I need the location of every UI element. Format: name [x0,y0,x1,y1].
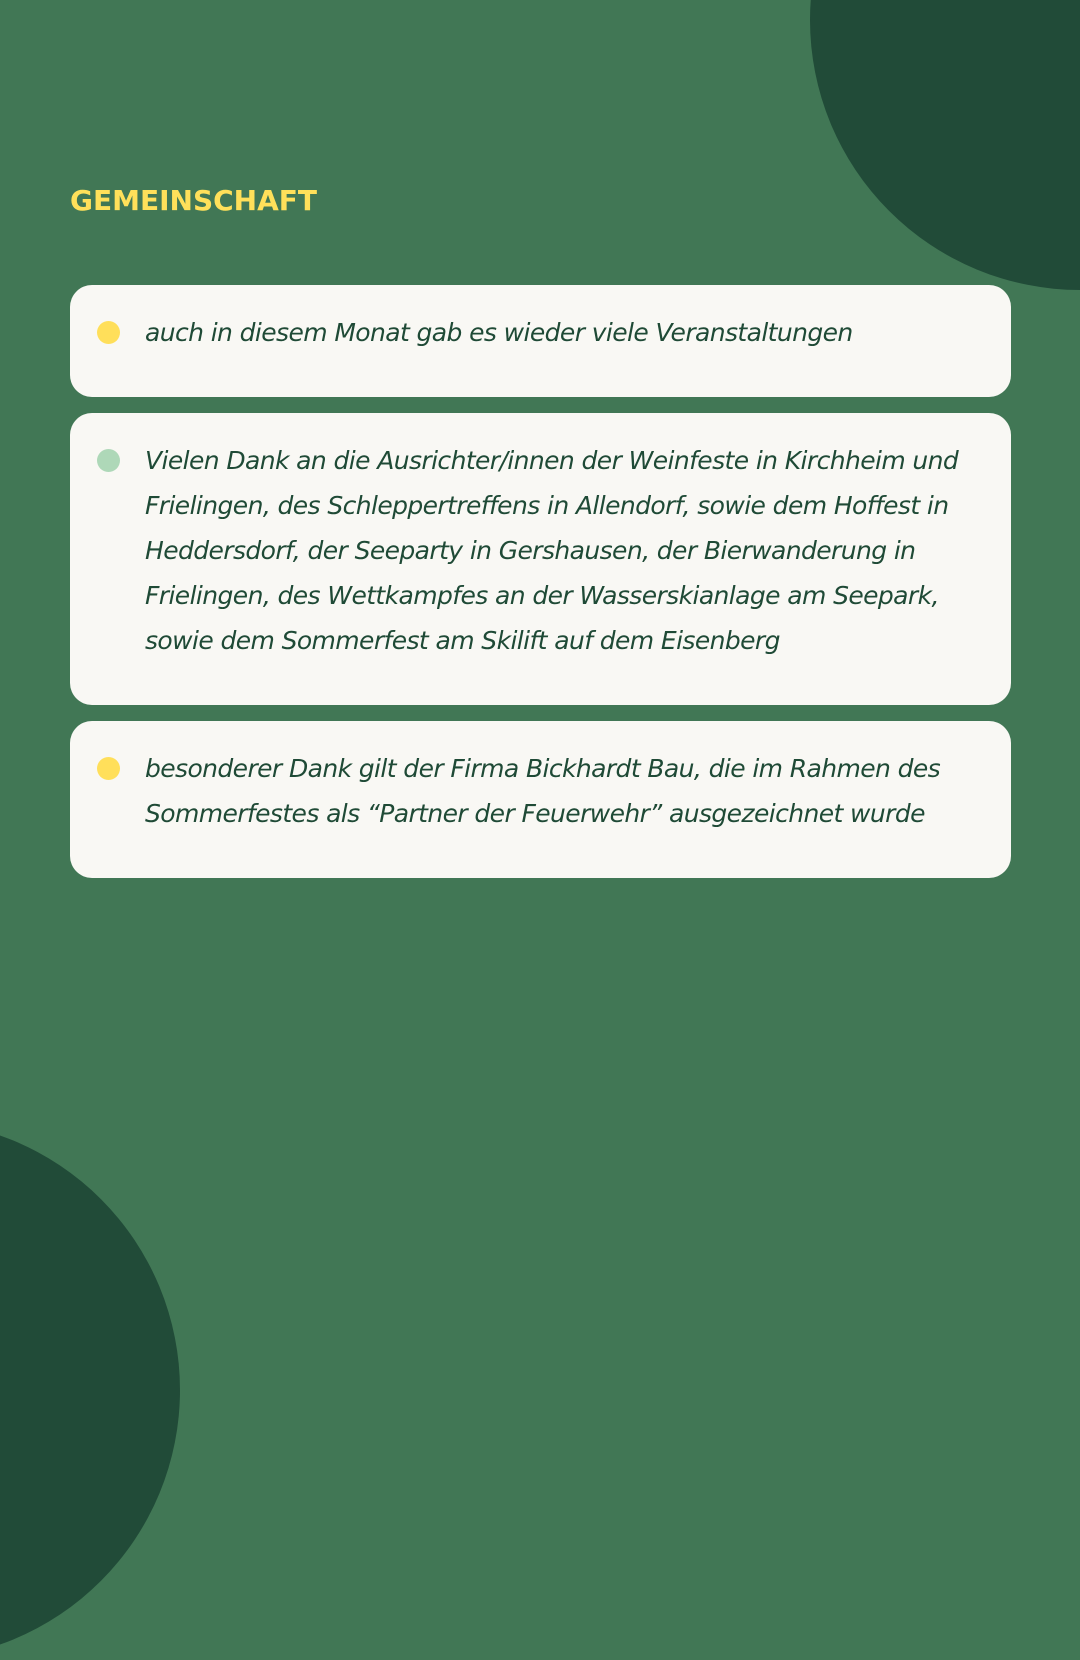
bullet-dot-icon [97,449,120,472]
section-title: GEMEINSCHAFT [70,184,317,217]
bullet-card [70,413,1011,705]
bullet-card [70,285,1011,397]
bullet-dot-icon [97,757,120,780]
bullet-dot-icon [97,321,120,344]
decorative-circle-top-right [810,0,1080,290]
bullet-text: auch in diesem Monat gab es wieder viele Veranstaltungen [145,318,853,347]
bullet-card [70,721,1011,878]
bullet-text: Vielen Dank an die Ausrichter/innen der Weinfeste in Kirchheim und Frielingen, des Schleppertreffens in Allendorf, sowie dem Hoffest in Heddersdorf, der Seeparty in Gershausen, der Bierwanderung in Frielingen, des Wettkampfes an der Wasserskianlage am Seepark, sowie dem Sommerfest am Skilift auf dem Eisenberg [145,446,959,655]
decorative-circle-bottom-left [0,1120,180,1660]
bullet-text: besonderer Dank gilt der Firma Bickhardt Bau, die im Rahmen des Sommerfestes als “Partner der Feuerwehr” ausgezeichnet wurde [145,754,941,828]
